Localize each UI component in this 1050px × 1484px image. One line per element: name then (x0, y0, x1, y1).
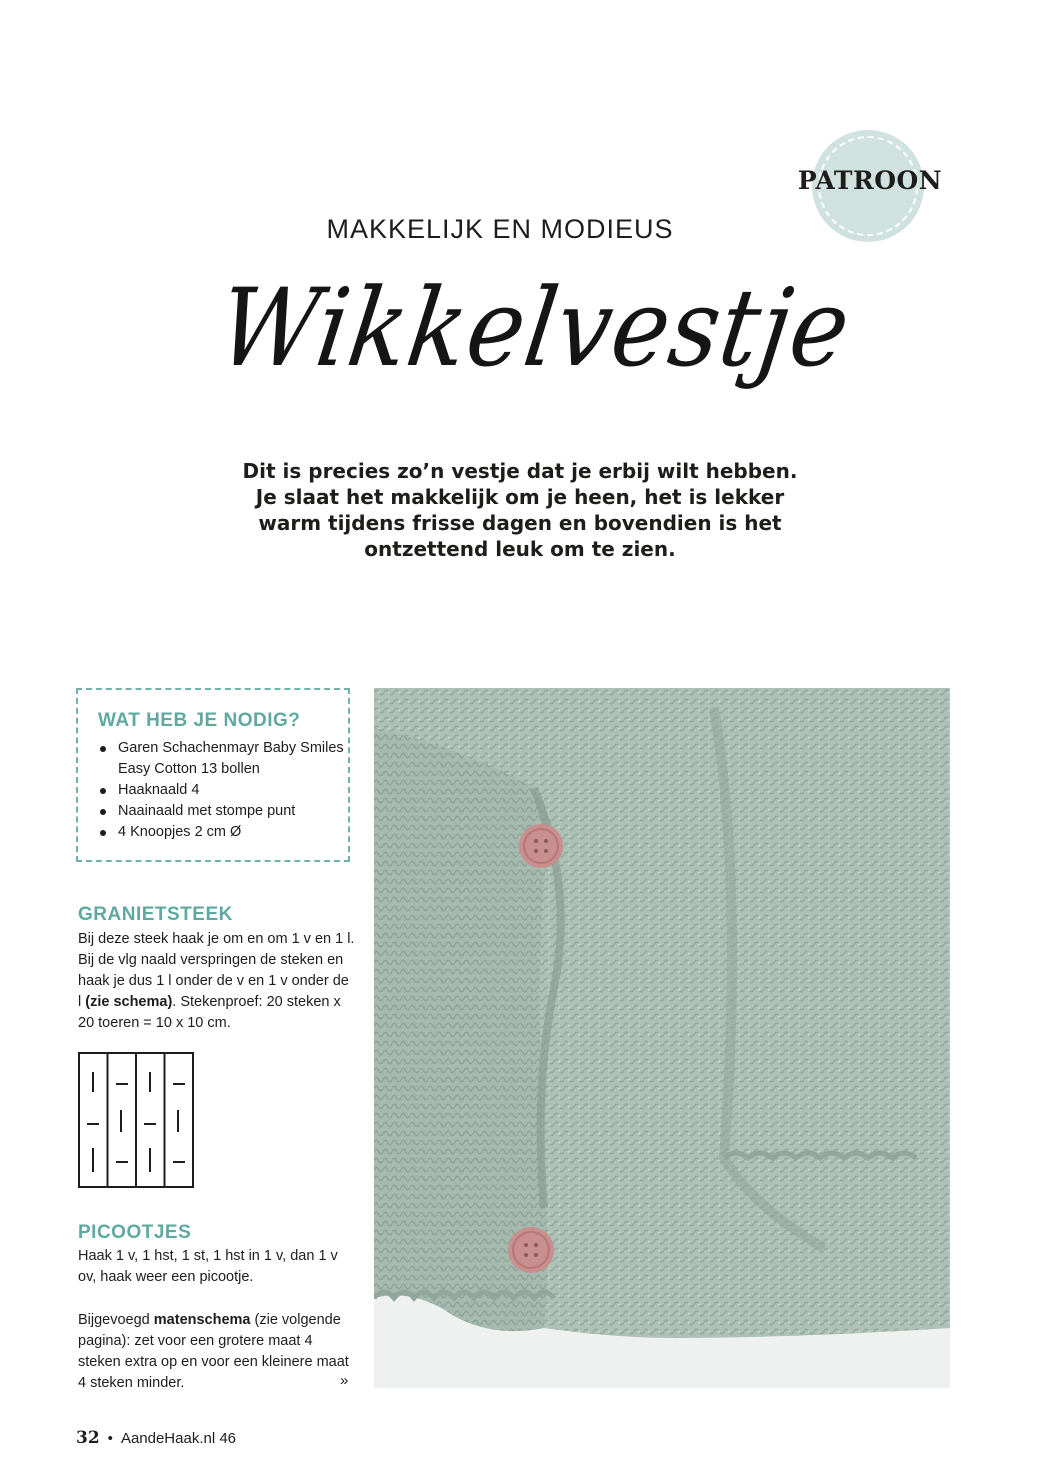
granite-text (78, 929, 356, 1034)
continue-arrow: » (340, 1372, 349, 1389)
granite-text-part: Bij deze steek haak je om en om 1 v en 1 l. Bij de vlg naald verspringen de steken en haak je dus 1 l onder de v en 1 v onder de l (78, 931, 355, 1010)
size-note-part: Bijgevoegd (78, 1312, 154, 1328)
stitch-diagram (78, 1052, 194, 1188)
list-item: Naainaald met stompe punt (98, 801, 348, 822)
materials-title: WAT HEB JE NODIG? (98, 710, 301, 731)
picots-text: Haak 1 v, 1 hst, 1 st, 1 hst in 1 v, dan 1 v ov, haak weer een picootje. (78, 1248, 338, 1285)
size-note-part: (zie volgende pagina): zet voor een grotere maat 4 steken extra op en voor een kleinere maat 4 steken minder. (78, 1312, 349, 1391)
size-note-bold: matenschema (153, 1312, 251, 1328)
article-title: Wikkelvestje (211, 265, 858, 391)
list-item: 4 Knoopjes 2 cm Ø (98, 822, 348, 843)
footer-separator: • (107, 1430, 113, 1447)
button-bottom (508, 1227, 554, 1273)
publication-name: AandeHaak.nl 46 (120, 1430, 237, 1447)
article-kicker: MAKKELIJK EN MODIEUS (326, 214, 674, 244)
list-item: Garen Schachenmayr Baby Smiles Easy Cotton 13 bollen (98, 738, 348, 780)
page-footer (76, 1428, 236, 1448)
pattern-badge-label: PATROON (797, 166, 943, 195)
size-note (78, 1310, 353, 1394)
granite-title: GRANIETSTEEK (78, 904, 233, 925)
intro-line: Dit is precies zo’n vestje dat je erbij wilt hebben. (242, 459, 798, 483)
page-number: 32 (76, 1428, 100, 1448)
intro-line: Je slaat het makkelijk om je heen, het is lekker (255, 485, 785, 509)
intro-line: ontzettend leuk om te zien. (364, 537, 676, 561)
list-item: Haaknaald 4 (98, 780, 348, 801)
intro-line: warm tijdens frisse dagen en bovendien is het (258, 511, 782, 535)
cardigan-photo (374, 688, 950, 1388)
granite-text-part: . Stekenproef: 20 steken x 20 toeren = 10 x 10 cm. (78, 994, 341, 1031)
picots-title: PICOOTJES (78, 1222, 192, 1243)
article-intro (240, 458, 800, 562)
materials-list (98, 738, 348, 843)
granite-text-bold: (zie schema) (85, 994, 173, 1010)
button-top (519, 824, 563, 868)
